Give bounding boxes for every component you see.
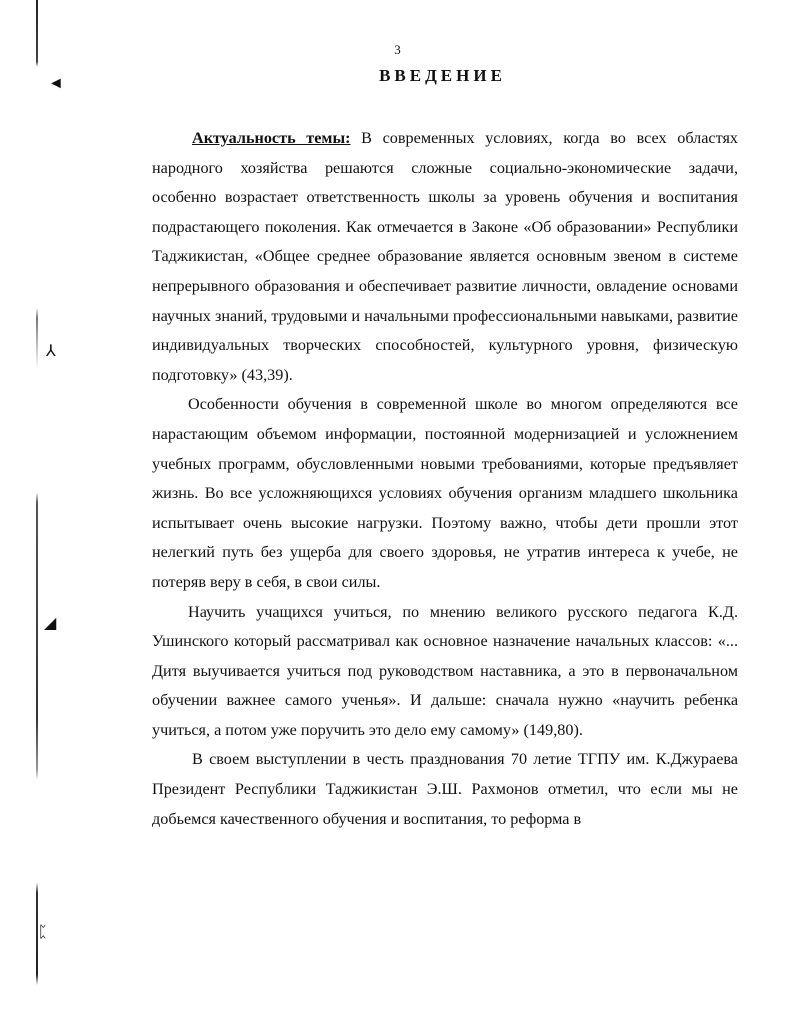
paragraph-relevance bbox=[152, 124, 738, 390]
paragraph-text: В своем выступлении в честь празднования 70 летие ТГПУ им. К.Джураева Президент Республики Таджикистан Э.Ш. Рахмонов отметил, что если мы не добьемся качественного обучения и воспитания, то реформа в bbox=[152, 750, 738, 828]
page-number: 3 bbox=[394, 42, 401, 57]
paragraph bbox=[152, 390, 738, 597]
scan-binding-edge bbox=[36, 0, 38, 1026]
paragraph-text: Научить учащихся учиться, по мнению великого русского педагога К.Д. Ушинского который рассматривал как основное назначение начальных классов: «... Дитя выучивается учиться под руководством наставника, а это в первоначальном обучении важнее самого ученья». И дальше: сначала нужно «научить ребенка учиться, а потом уже поручить это дело ему самому» (149,80). bbox=[152, 602, 738, 739]
scan-artifact-mark: ⅄ bbox=[46, 343, 56, 360]
body-text bbox=[152, 124, 738, 834]
scan-artifact-mark: ᛈ bbox=[38, 924, 48, 941]
scan-artifact-mark: ◄ bbox=[48, 75, 64, 92]
paragraph bbox=[152, 745, 738, 834]
paragraph-text: В современных условиях, когда во всех областях народного хозяйства решаются сложные социально-экономические задачи, особенно возрастает ответственность школы за уровень обучения и воспитания подрастающего поколения. Как отмечается в Законе «Об образовании» Республики Таджикистан, «Общее среднее образование является основным звеном в системе непрерывного образования и обеспечивает развитие личности, овладение основами научных знаний, трудовыми и начальными профессиональными навыками, развитие индивидуальных творческих способностей, культурного уровня, физическую подготовку» (43,39). bbox=[152, 129, 738, 384]
paragraph bbox=[152, 598, 738, 746]
topic-label: Актуальность темы: bbox=[192, 129, 351, 147]
scan-artifact-mark: ◢ bbox=[44, 615, 57, 632]
paragraph-text: Особенности обучения в современной школе во многом определяются все нарастающим объемом информации, постоянной модернизацией и усложнением учебных программ, обусловленными новыми требованиями, которые предъявляет жизнь. Во все усложняющихся условиях обучения организм младшего школьника испытывает очень высокие нагрузки. Поэтому важно, чтобы дети прошли этот нелегкий путь без ущерба для своего здоровья, не утратив интереса к учебе, не потеряв веру в себя, в свои силы. bbox=[152, 395, 738, 591]
section-heading: ВВЕДЕНИЕ bbox=[379, 66, 506, 85]
